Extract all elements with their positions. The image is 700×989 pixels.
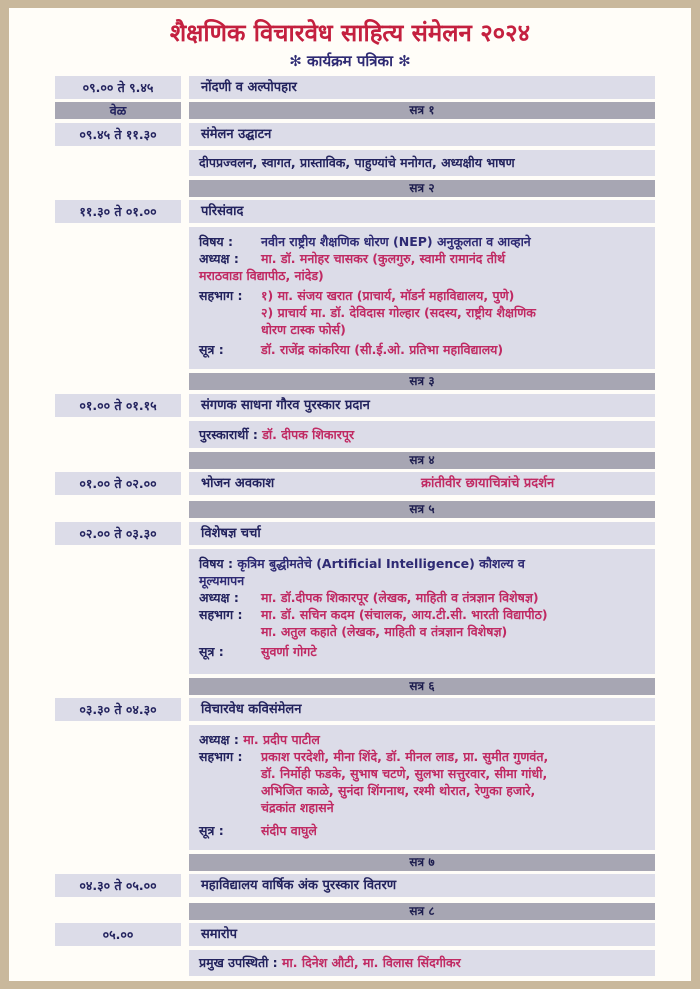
session-5-part-1: मा. डॉ. सचिन कदम (संचालक, आय.टी.सी. भारती विद्यापीठ) [261,607,548,622]
session-6-host-label: सूत्र : [199,823,224,838]
session-7-time: ०४.३० ते ०५.०० [55,874,181,897]
session-3-award: डॉ. दीपक शिकारपूर [262,427,355,442]
session-4-title-box [189,472,655,495]
session-1-title: संमेलन उद्घाटन [189,123,655,146]
session-2-part-2: २) प्राचार्य मा. डॉ. देविदास गोल्हार (सदस्य, राष्ट्रीय शैक्षणिक [261,305,536,320]
session-7-title: महाविद्यालय वार्षिक अंक पुरस्कार वितरण [189,874,655,897]
session-4-row [55,472,655,495]
session-6-detail-box [189,725,655,850]
session-1-detail: दीपप्रज्वलन, स्वागत, प्रास्ताविक, पाहुण्यांचे मनोगत, अध्यक्षीय भाषण [199,155,515,170]
session-5-detail-box [189,549,655,674]
session-2-part-3: धोरण टास्क फोर्स) [261,322,346,337]
session-2-chair-1: मा. डॉ. मनोहर चासकर (कुलगुरु, स्वामी रामानंद तीर्थ [261,251,506,266]
session-6-chair-label: अध्यक्ष : [199,732,239,747]
session-1-label: सत्र १ [189,102,655,119]
session-5-topic-1: कृत्रिम बुद्धीमतेचे (Artificial Intelligence) कौशल्य व [237,556,525,571]
session-2-topic: नवीन राष्ट्रीय शैक्षणिक धोरण (NEP) अनुकूलता व आव्हाने [261,234,531,249]
registration-text: नोंदणी व अल्पोपहार [189,76,655,99]
session-6-part-4: चंद्रकांत शहासने [261,800,334,815]
session-6-host: संदीप वाघुले [261,823,317,838]
session-6-time: ०३.३० ते ०४.३० [55,698,181,721]
session-2-host-label: सूत्र : [199,342,224,357]
session-6-row [55,698,655,721]
session-5-host-label: सूत्र : [199,644,224,659]
session-2-topic-label: विषय : [199,234,234,249]
session-4-time: ०१.०० ते ०२.०० [55,472,181,495]
page-title: शैक्षणिक विचारवेध साहित्य संमेलन २०२४ [169,19,531,47]
session-1-detail-box [189,150,655,176]
session-2-title: परिसंवाद [189,200,655,223]
session-5-label: सत्र ५ [189,501,655,518]
session-5-part-label: सहभाग : [199,607,243,622]
session-2-part-1: १) मा. संजय खरात (प्राचार्य, मॉडर्न महाविद्यालय, पुणे) [261,288,515,303]
session-4-label: सत्र ४ [189,452,655,469]
session-6-label: सत्र ६ [189,678,655,695]
page-subtitle: ✻ कार्यक्रम पत्रिका ✻ [289,52,411,70]
session-3-title: संगणक साधना गौरव पुरस्कार प्रदान [189,394,655,417]
registration-time: ०९.०० ते ९.४५ [55,76,181,99]
session-4-extra: क्रांतीवीर छायाचित्रांचे प्रदर्शन [421,476,555,491]
session-8-title: समारोप [189,923,655,946]
session-6-part-2: डॉ. निर्मोही फडके, सुभाष चटणे, सुलभा सत्तुरवार, सीमा गांधी, [261,766,548,781]
session-5-part-2: मा. अतुल कहाते (लेखक, माहिती व तंत्रज्ञान विशेषज्ञ) [261,624,508,639]
program-sheet [9,8,691,981]
session-5-time: ०२.०० ते ०३.३० [55,522,181,545]
session-3-row [55,394,655,417]
session-2-chair-2: मराठवाडा विद्यापीठ, नांदेड) [199,268,324,283]
session-2-detail-box [189,227,655,369]
session-5-topic-label: विषय : [199,556,234,571]
session-7-label: सत्र ७ [189,854,655,871]
time-header: वेळ [55,102,181,119]
session-2-chair-label: अध्यक्ष : [199,251,239,266]
session-2-part-label: सहभाग : [199,288,243,303]
session-3-detail-box [189,421,655,448]
session-2-label: सत्र २ [189,180,655,197]
session-2-time: ११.३० ते ०१.०० [55,200,181,223]
session-5-chair-label: अध्यक्ष : [199,590,239,605]
session-1-time: ०९.४५ ते ११.३० [55,123,181,146]
session-3-time: ०१.०० ते ०१.१५ [55,394,181,417]
session-2-host: डॉ. राजेंद्र कांकरिया (सी.ई.ओ. प्रतिभा महाविद्यालय) [261,342,504,357]
session-5-chair: मा. डॉ.दीपक शिकारपूर (लेखक, माहिती व तंत्रज्ञान विशेषज्ञ) [261,590,539,605]
session-8-guest-label: प्रमुख उपस्थिती : [199,955,278,970]
session-1-row [55,123,655,146]
session-6-title: विचारवेध कविसंमेलन [189,698,655,721]
session-8-label: सत्र ८ [189,903,655,920]
session-7-row [55,874,655,897]
session-5-title: विशेषज्ञ चर्चा [189,522,655,545]
session-6-part-label: सहभाग : [199,749,243,764]
registration-row [55,76,655,99]
session-8-time: ०५.०० [55,923,181,946]
session-4-title: भोजन अवकाश [201,476,275,491]
session-8-row [55,923,655,946]
session-2-row [55,200,655,223]
session-8-guest: मा. दिनेश औटी, मा. विलास सिंदगीकर [282,955,461,970]
session-6-part-1: प्रकाश परदेशी, मीना शिंदे, डॉ. मीनल लाड, प्रा. सुमीत गुणवंत, [261,749,549,764]
session-5-row [55,522,655,545]
session-6-part-3: अभिजित काळे, सुनंदा शिंगनाथ, रश्मी थोरात, रेणुका हजारे, [261,783,536,798]
session-6-chair: मा. प्रदीप पाटील [243,732,320,747]
session-5-topic-2: मूल्यमापन [199,573,245,588]
session-3-label: सत्र ३ [189,373,655,390]
session-8-detail-box [189,950,655,976]
session-5-host: सुवर्णा गोगटे [261,644,317,659]
session-3-award-label: पुरस्कारार्थी : [199,427,258,442]
